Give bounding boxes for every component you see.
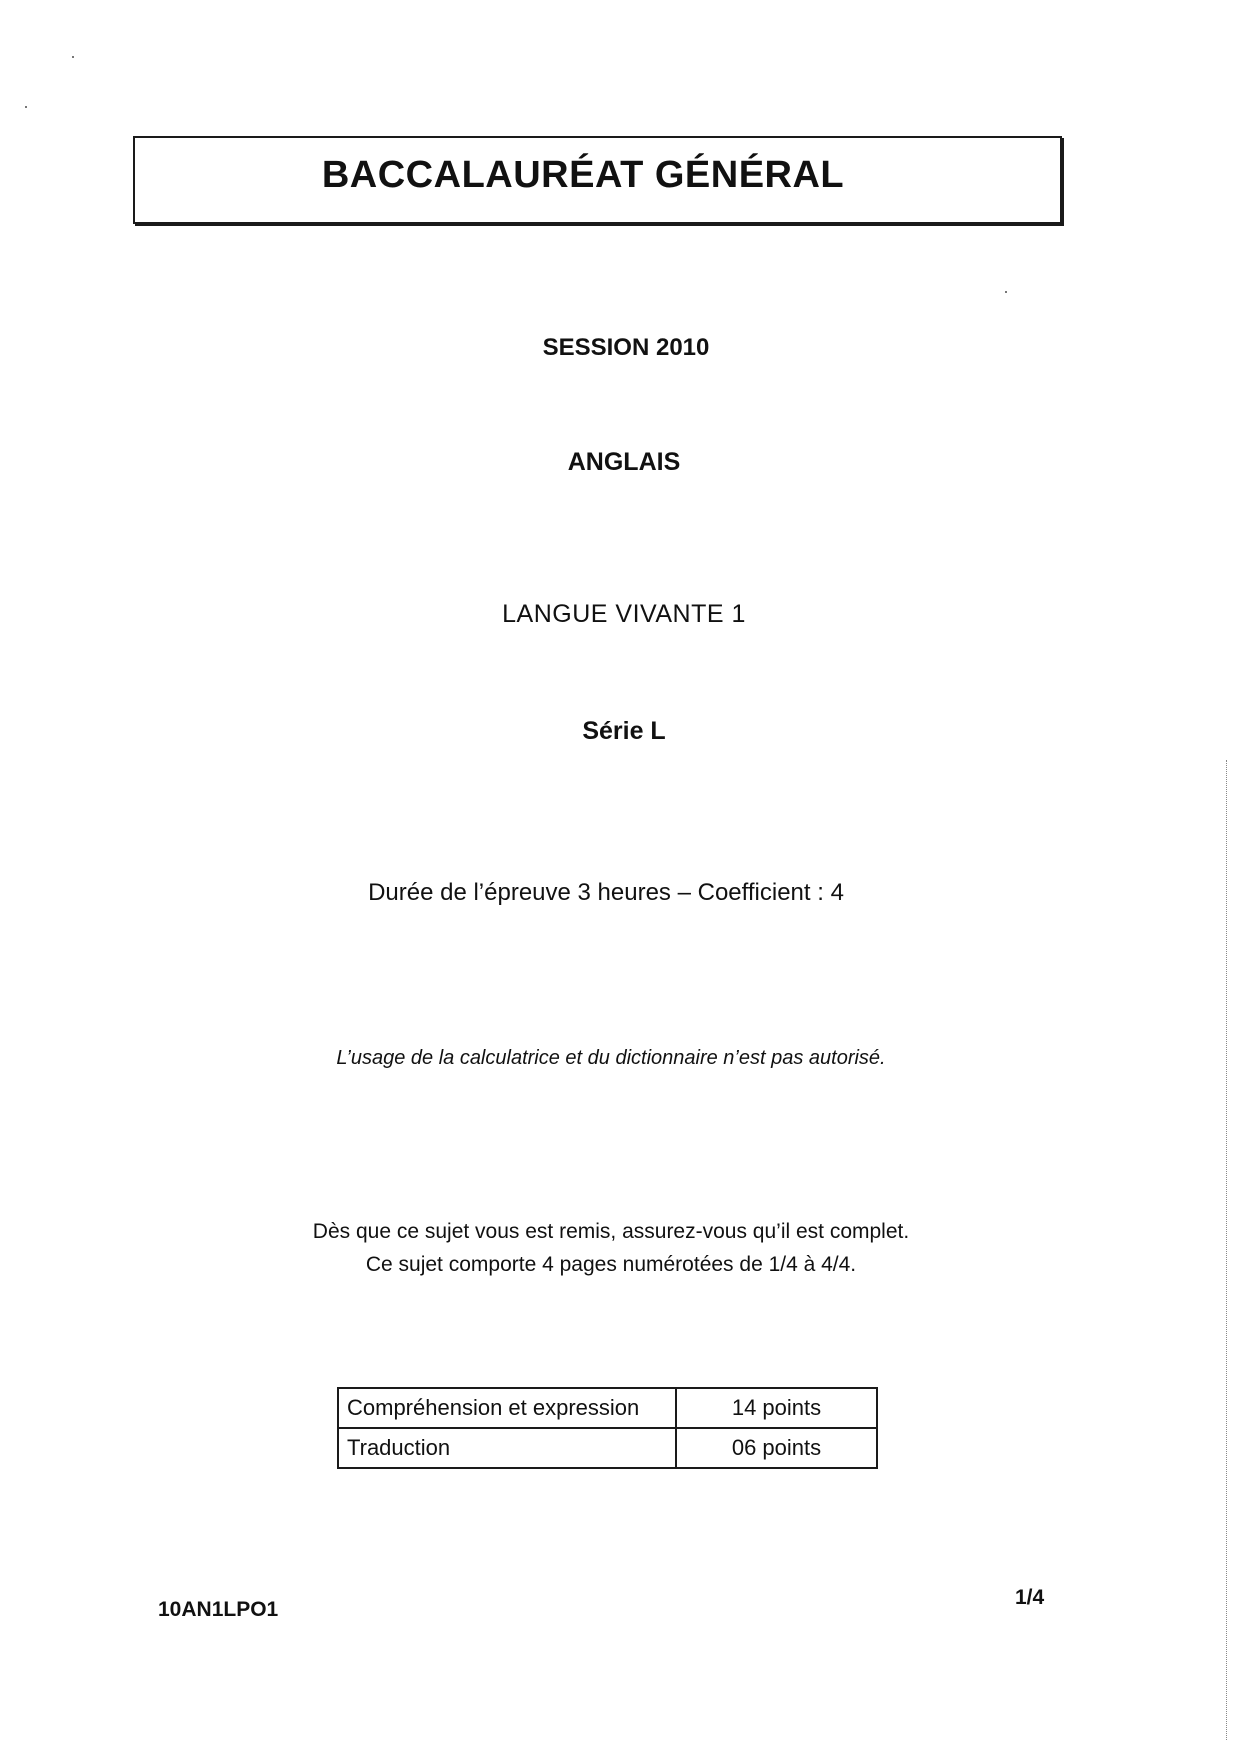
duration-text: Durée de l’épreuve 3 heures – Coefficient : 4 xyxy=(368,879,844,906)
page-number: 1/4 xyxy=(1015,1586,1045,1609)
instruction-line-2: Ce sujet comporte 4 pages numérotées de 1/4 à 4/4. xyxy=(365,1253,857,1276)
table-row xyxy=(338,1388,877,1428)
language-label: LANGUE VIVANTE 1 xyxy=(502,600,746,628)
table-row xyxy=(338,1428,877,1468)
session-label: SESSION 2010 xyxy=(542,334,710,361)
serie-label: Série L xyxy=(582,717,666,745)
scan-speck xyxy=(25,106,27,108)
table-cell-label: Traduction xyxy=(338,1428,676,1468)
calculator-note: L’usage de la calculatrice et du dictionnaire n’est pas autorisé. xyxy=(336,1047,886,1069)
table-cell-label: Compréhension et expression xyxy=(338,1388,676,1428)
scan-edge-line xyxy=(1226,760,1227,1740)
document-code: 10AN1LPO1 xyxy=(158,1598,279,1621)
table-cell-value: 06 points xyxy=(676,1428,877,1468)
points-table xyxy=(337,1387,878,1469)
scan-speck xyxy=(72,56,74,58)
subject-label: ANGLAIS xyxy=(567,448,681,476)
instruction-line-1: Dès que ce sujet vous est remis, assurez-vous qu’il est complet. xyxy=(312,1220,910,1243)
scan-speck xyxy=(1005,291,1007,293)
page-title: BACCALAURÉAT GÉNÉRAL xyxy=(321,154,845,196)
table-cell-value: 14 points xyxy=(676,1388,877,1428)
